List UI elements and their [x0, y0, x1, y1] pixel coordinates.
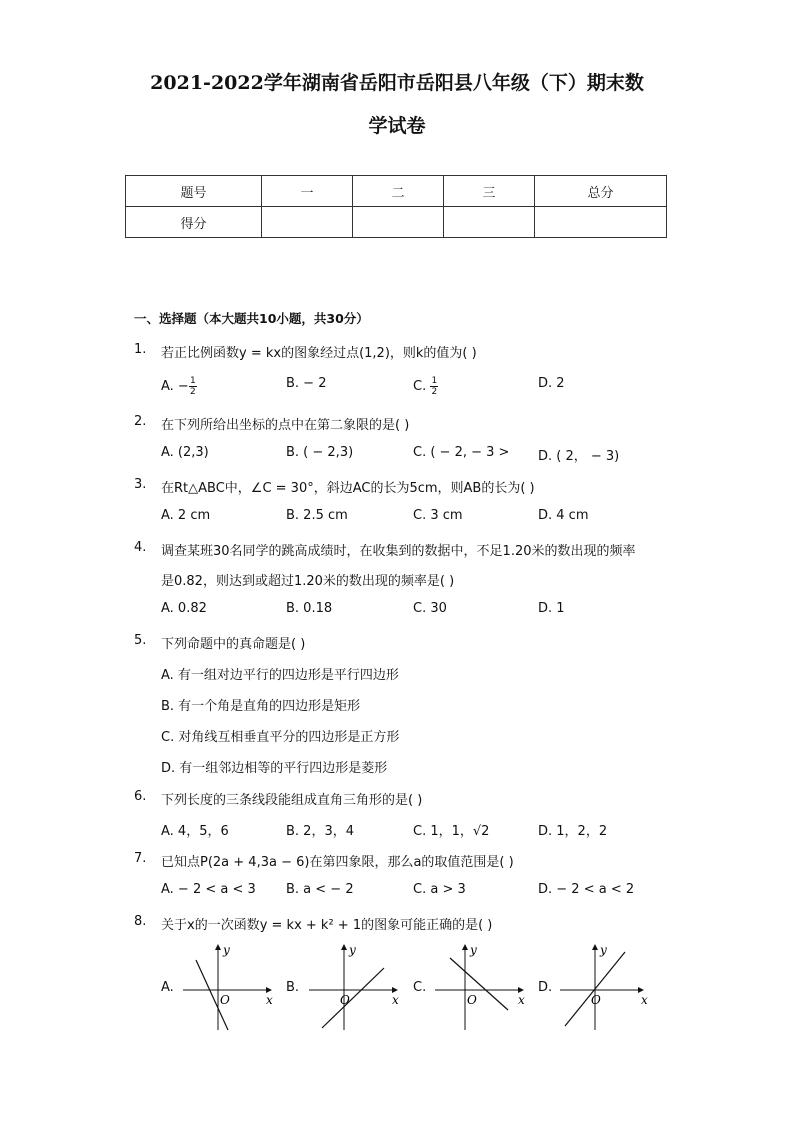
- option-b[interactable]: B. ( − 2,3): [286, 445, 354, 460]
- question-text: 若正比例函数y = kx的图象经过点(1,2)，则k的值为( ): [161, 346, 477, 361]
- question-number: 7.: [134, 851, 147, 866]
- option-c[interactable]: C. a > 3: [413, 882, 466, 897]
- option-c[interactable]: C.: [413, 980, 427, 995]
- question-text-cont: 是0.82，则达到或超过1.20米的数出现的频率是( ): [161, 574, 455, 589]
- question-number: 1.: [134, 342, 147, 357]
- option-a[interactable]: A. 4，5，6: [161, 824, 229, 839]
- option-d[interactable]: D. 1: [538, 601, 565, 616]
- option-label: C.: [413, 379, 431, 394]
- frac-den: 2: [431, 387, 438, 397]
- table-cell: 题号: [126, 176, 262, 207]
- fraction: [189, 376, 197, 397]
- table-cell: 一: [262, 176, 353, 207]
- page-title-cont: 学试卷: [368, 115, 426, 137]
- option-a[interactable]: A. 2 cm: [161, 508, 211, 523]
- option-b[interactable]: B. − 2: [286, 376, 327, 391]
- question-number: 4.: [134, 540, 147, 555]
- option-c[interactable]: C. 3 cm: [413, 508, 463, 523]
- y-arrow: [341, 944, 347, 950]
- option-label: A. −: [161, 379, 189, 394]
- x-label: x: [392, 993, 399, 1007]
- option-b[interactable]: B.: [286, 980, 300, 995]
- y-arrow: [215, 944, 221, 950]
- graph-option-a[interactable]: [178, 940, 278, 1035]
- table-cell: 总分: [535, 176, 667, 207]
- table-cell[interactable]: [444, 207, 535, 238]
- y-arrow: [462, 944, 468, 950]
- x-label: x: [266, 993, 273, 1007]
- option-d[interactable]: D. − 2 < a < 2: [538, 882, 635, 897]
- y-arrow: [592, 944, 598, 950]
- fraction: [430, 376, 438, 397]
- y-label: y: [349, 943, 356, 957]
- option-b[interactable]: B. 2，3，4: [286, 824, 354, 839]
- option-d[interactable]: D.: [538, 980, 553, 995]
- question-text: 关于x的一次函数y = kx + k² + 1的图象可能正确的是( ): [161, 918, 493, 933]
- question-text: 调查某班30名同学的跳高成绩时，在收集到的数据中，不足1.20米的数出现的频率: [161, 544, 636, 559]
- x-label: x: [641, 993, 648, 1007]
- question-number: 2.: [134, 414, 147, 429]
- graph-line: [322, 968, 384, 1028]
- table-cell[interactable]: [262, 207, 353, 238]
- y-label: y: [470, 943, 477, 957]
- question-text: 在Rt△ABC中，∠C = 30°，斜边AC的长为5cm，则AB的长为( ): [161, 481, 535, 496]
- table-row: [126, 207, 667, 238]
- option-b[interactable]: B. a < − 2: [286, 882, 354, 897]
- option-d[interactable]: D. 4 cm: [538, 508, 589, 523]
- option-d[interactable]: D. 有一组邻边相等的平行四边形是菱形: [161, 761, 388, 776]
- question-text: 已知点P(2a + 4,3a − 6)在第四象限，那么a的取值范围是( ): [161, 855, 514, 870]
- option-a[interactable]: A. 0.82: [161, 601, 207, 616]
- graph-option-c[interactable]: [430, 940, 530, 1035]
- option-d[interactable]: D. 2: [538, 376, 565, 391]
- origin-label: O: [220, 993, 230, 1007]
- table-cell[interactable]: [353, 207, 444, 238]
- origin-label: O: [340, 993, 350, 1007]
- page-title: 2021-2022学年湖南省岳阳市岳阳县八年级（下）期末数: [150, 72, 644, 94]
- option-c[interactable]: C. 1，1，√2: [413, 824, 490, 839]
- y-label: y: [600, 943, 607, 957]
- graph-option-b[interactable]: [304, 940, 404, 1035]
- frac-num: 1: [189, 376, 196, 386]
- option-b[interactable]: B. 2.5 cm: [286, 508, 348, 523]
- origin-label: O: [591, 993, 601, 1007]
- option-a[interactable]: [161, 376, 197, 397]
- question-text: 在下列所给出坐标的点中在第二象限的是( ): [161, 418, 410, 433]
- table-row: [126, 176, 667, 207]
- option-c[interactable]: C. 30: [413, 601, 447, 616]
- option-d[interactable]: D. 1，2，2: [538, 824, 608, 839]
- x-label: x: [518, 993, 525, 1007]
- table-cell[interactable]: [535, 207, 667, 238]
- option-a[interactable]: A. 有一组对边平行的四边形是平行四边形: [161, 668, 399, 683]
- question-number: 3.: [134, 477, 147, 492]
- option-c[interactable]: C. ( − 2, − 3 >: [413, 445, 510, 460]
- question-text: 下列长度的三条线段能组成直角三角形的是( ): [161, 793, 423, 808]
- question-number: 5.: [134, 633, 147, 648]
- table-cell: 二: [353, 176, 444, 207]
- option-b[interactable]: B. 有一个角是直角的四边形是矩形: [161, 699, 361, 714]
- table-cell: 三: [444, 176, 535, 207]
- frac-num: 1: [431, 376, 438, 386]
- question-number: 8.: [134, 914, 147, 929]
- table-cell: 得分: [126, 207, 262, 238]
- option-c[interactable]: [413, 376, 438, 397]
- y-label: y: [223, 943, 230, 957]
- option-a[interactable]: A.: [161, 980, 174, 995]
- question-number: 6.: [134, 789, 147, 804]
- option-a[interactable]: A. − 2 < a < 3: [161, 882, 256, 897]
- section-heading: 一、选择题（本大题共10小题，共30分）: [134, 311, 369, 326]
- question-text: 下列命题中的真命题是( ): [161, 637, 306, 652]
- frac-den: 2: [189, 387, 196, 397]
- score-table: [125, 175, 667, 238]
- graph-line: [450, 958, 508, 1010]
- option-b[interactable]: B. 0.18: [286, 601, 333, 616]
- graph-option-d[interactable]: [555, 940, 655, 1035]
- option-c[interactable]: C. 对角线互相垂直平分的四边形是正方形: [161, 730, 400, 745]
- option-a[interactable]: A. (2,3): [161, 445, 209, 460]
- origin-label: O: [467, 993, 477, 1007]
- option-d[interactable]: D. ( 2， − 3): [538, 449, 620, 464]
